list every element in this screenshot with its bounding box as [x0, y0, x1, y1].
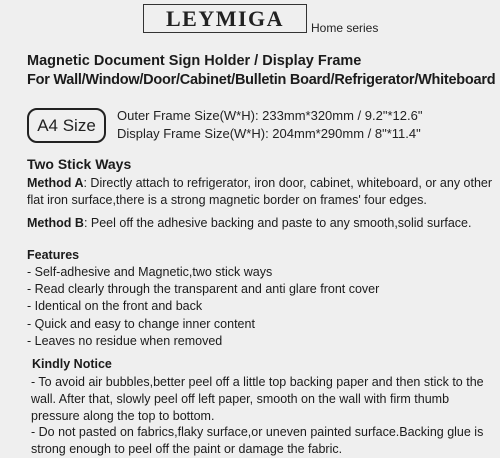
method-b — [27, 215, 497, 232]
brand-series: Home series — [311, 21, 379, 35]
list-item: - Quick and easy to change inner content — [27, 316, 255, 331]
list-item: - Self-adhesive and Magnetic,two stick ways — [27, 265, 273, 279]
size-badge: A4 Size — [27, 108, 106, 143]
list-item: - Identical on the front and back — [27, 299, 203, 314]
features-list — [27, 264, 487, 350]
size-specs — [117, 107, 422, 143]
list-item: - Do not pasted on fabrics,flaky surface,or uneven painted surface.Backing glue is strong enough to peel off the paint or damage the fabric. — [31, 425, 484, 457]
list-item: - To avoid air bubbles,better peel off a little top backing paper and then stick to the wall. After that, slowly peel off left paper, smooth on the wall with firm thumb pressure along the top to bottom. — [31, 375, 484, 423]
stick-ways-heading: Two Stick Ways — [27, 156, 132, 172]
list-item: - Leaves no residue when removed — [27, 333, 223, 348]
product-title: Magnetic Document Sign Holder / Display Frame — [27, 53, 362, 69]
features-heading: Features — [27, 248, 80, 262]
outer-frame-size: Outer Frame Size(W*H): 233mm*320mm / 9.2"*12.6" — [117, 108, 423, 123]
method-a-text: : Directly attach to refrigerator, iron door, cabinet, whiteboard, or any other flat iron surface,there is a strong magnetic border on frames' four edges. — [27, 176, 493, 207]
method-a-label: Method A — [27, 176, 84, 190]
list-item: - Read clearly through the transparent and anti glare front cover — [27, 282, 380, 297]
notice-heading: Kindly Notice — [32, 357, 112, 371]
display-frame-size: Display Frame Size(W*H): 204mm*290mm / 8"*11.4" — [117, 126, 421, 141]
method-a — [27, 175, 497, 209]
method-b-text: : Peel off the adhesive backing and paste to any smooth,solid surface. — [83, 216, 472, 230]
brand-logo: LEYMIGA — [143, 4, 307, 33]
product-subtitle: For Wall/Window/Door/Cabinet/Bulletin Board/Refrigerator/Whiteboard — [27, 72, 496, 88]
notice-list — [31, 374, 491, 458]
method-b-label: Method B — [27, 216, 84, 230]
